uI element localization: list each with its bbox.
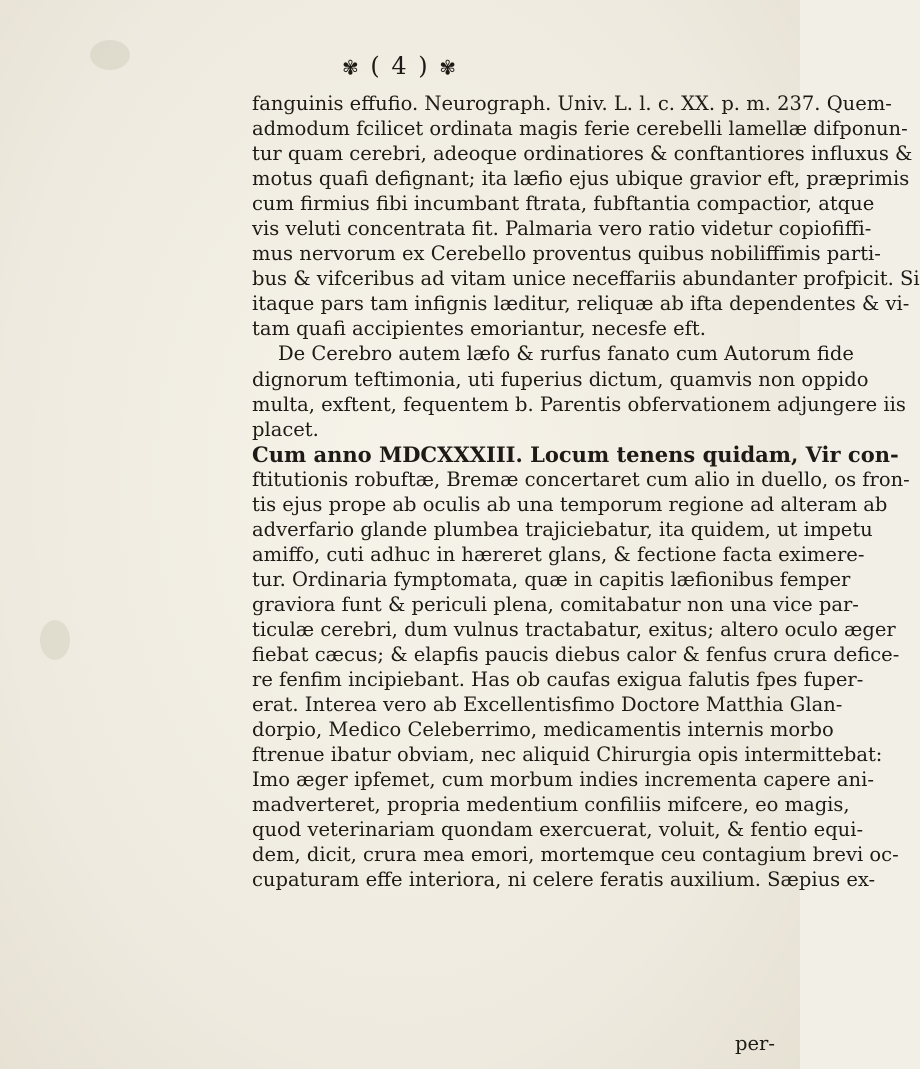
text-line: fiebat cæcus; & elapfis paucis diebus calor & fenfus crura defice- bbox=[252, 643, 900, 667]
text-line: tur. Ordinaria fymptomata, quæ in capitis læfionibus femper bbox=[252, 567, 851, 591]
paper-stain bbox=[40, 620, 70, 660]
text-line: dignorum teftimonia, uti fuperius dictum, quamvis non oppido bbox=[252, 367, 869, 391]
text-line: adverfario glande plumbea trajiciebatur, ita quidem, ut impetu bbox=[252, 517, 873, 541]
text-line: admodum fcilicet ordinata magis ferie cerebelli lamellæ difponun- bbox=[252, 117, 908, 141]
text-line: re fenfim incipiebant. Has ob caufas exigua falutis fpes fuper- bbox=[252, 668, 864, 692]
text-line: cum firmius fibi incumbant ftrata, fubftantia compactior, atque bbox=[252, 192, 875, 216]
text-line: fanguinis effufio. Neurograph. Univ. L. l. c. XX. p. m. 237. Quem- bbox=[252, 92, 892, 115]
ornament-right-icon: ✾ bbox=[439, 55, 459, 80]
text-line: multa, exftent, fequentem b. Parentis obfervationem adjungere iis bbox=[252, 392, 906, 416]
text-line: Imo æger ipfemet, cum morbum indies incrementa capere ani- bbox=[252, 768, 874, 792]
catchword: per- bbox=[735, 1032, 775, 1055]
text-line: De Cerebro autem læfo & rurfus fanato cum Autorum fide bbox=[278, 342, 854, 366]
text-line: ftrenue ibatur obviam, nec aliquid Chirurgia opis intermittebat: bbox=[252, 743, 883, 767]
text-line: tur quam cerebri, adeoque ordinatiores & conftantiores influxus & bbox=[252, 142, 913, 166]
text-line: mus nervorum ex Cerebello proventus quibus nobiliffimis parti- bbox=[252, 242, 881, 266]
text-line: quod veterinariam quondam exercuerat, voluit, & fentio equi- bbox=[252, 818, 864, 842]
text-line: ticulæ cerebri, dum vulnus tractabatur, exitus; altero oculo æger bbox=[252, 617, 896, 641]
text-line: bus & vifceribus ad vitam unice neceffariis abundanter profpicit. Si bbox=[252, 267, 920, 291]
text-line: vis veluti concentrata fit. Palmaria vero ratio videtur copiofiffi- bbox=[252, 217, 872, 241]
text-line: motus quafi defignant; ita læfio ejus ubique gravior eft, præprimis bbox=[252, 167, 910, 191]
text-line: cupaturam effe interiora, ni celere feratis auxilium. Sæpius ex- bbox=[252, 868, 876, 892]
text-line: erat. Interea vero ab Excellentisfimo Doctore Matthia Glan- bbox=[252, 693, 843, 717]
page-number: ( 4 ) bbox=[370, 52, 430, 80]
ornament-left-icon: ✾ bbox=[341, 55, 361, 80]
text-line: graviora funt & periculi plena, comitabatur non una vice par- bbox=[252, 592, 859, 616]
text-line: itaque pars tam infignis læditur, reliquæ ab ifta dependentes & vi- bbox=[252, 292, 910, 316]
text-line: madverteret, propria medentium confiliis mifcere, eo magis, bbox=[252, 793, 850, 817]
body-text bbox=[252, 91, 920, 893]
text-line: dorpio, Medico Celeberrimo, medicamentis internis morbo bbox=[252, 718, 834, 742]
text-line: tam quafi accipientes emoriantur, necesfe eft. bbox=[252, 317, 706, 341]
page-header bbox=[0, 52, 800, 80]
text-line: ftitutionis robuftæ, Bremæ concertaret cum alio in duello, os fron- bbox=[252, 467, 910, 491]
text-line: Cum anno MDCXXXIII. Locum tenens quidam, Vir con- bbox=[252, 441, 899, 467]
text-line: dem, dicit, crura mea emori, mortemque ceu contagium brevi oc- bbox=[252, 843, 899, 867]
text-line: tis ejus prope ab oculis ab una temporum regione ad alteram ab bbox=[252, 492, 888, 516]
text-line: amiffo, cuti adhuc in hæreret glans, & fectione facta eximere- bbox=[252, 542, 865, 566]
text-line: placet. bbox=[252, 417, 319, 441]
